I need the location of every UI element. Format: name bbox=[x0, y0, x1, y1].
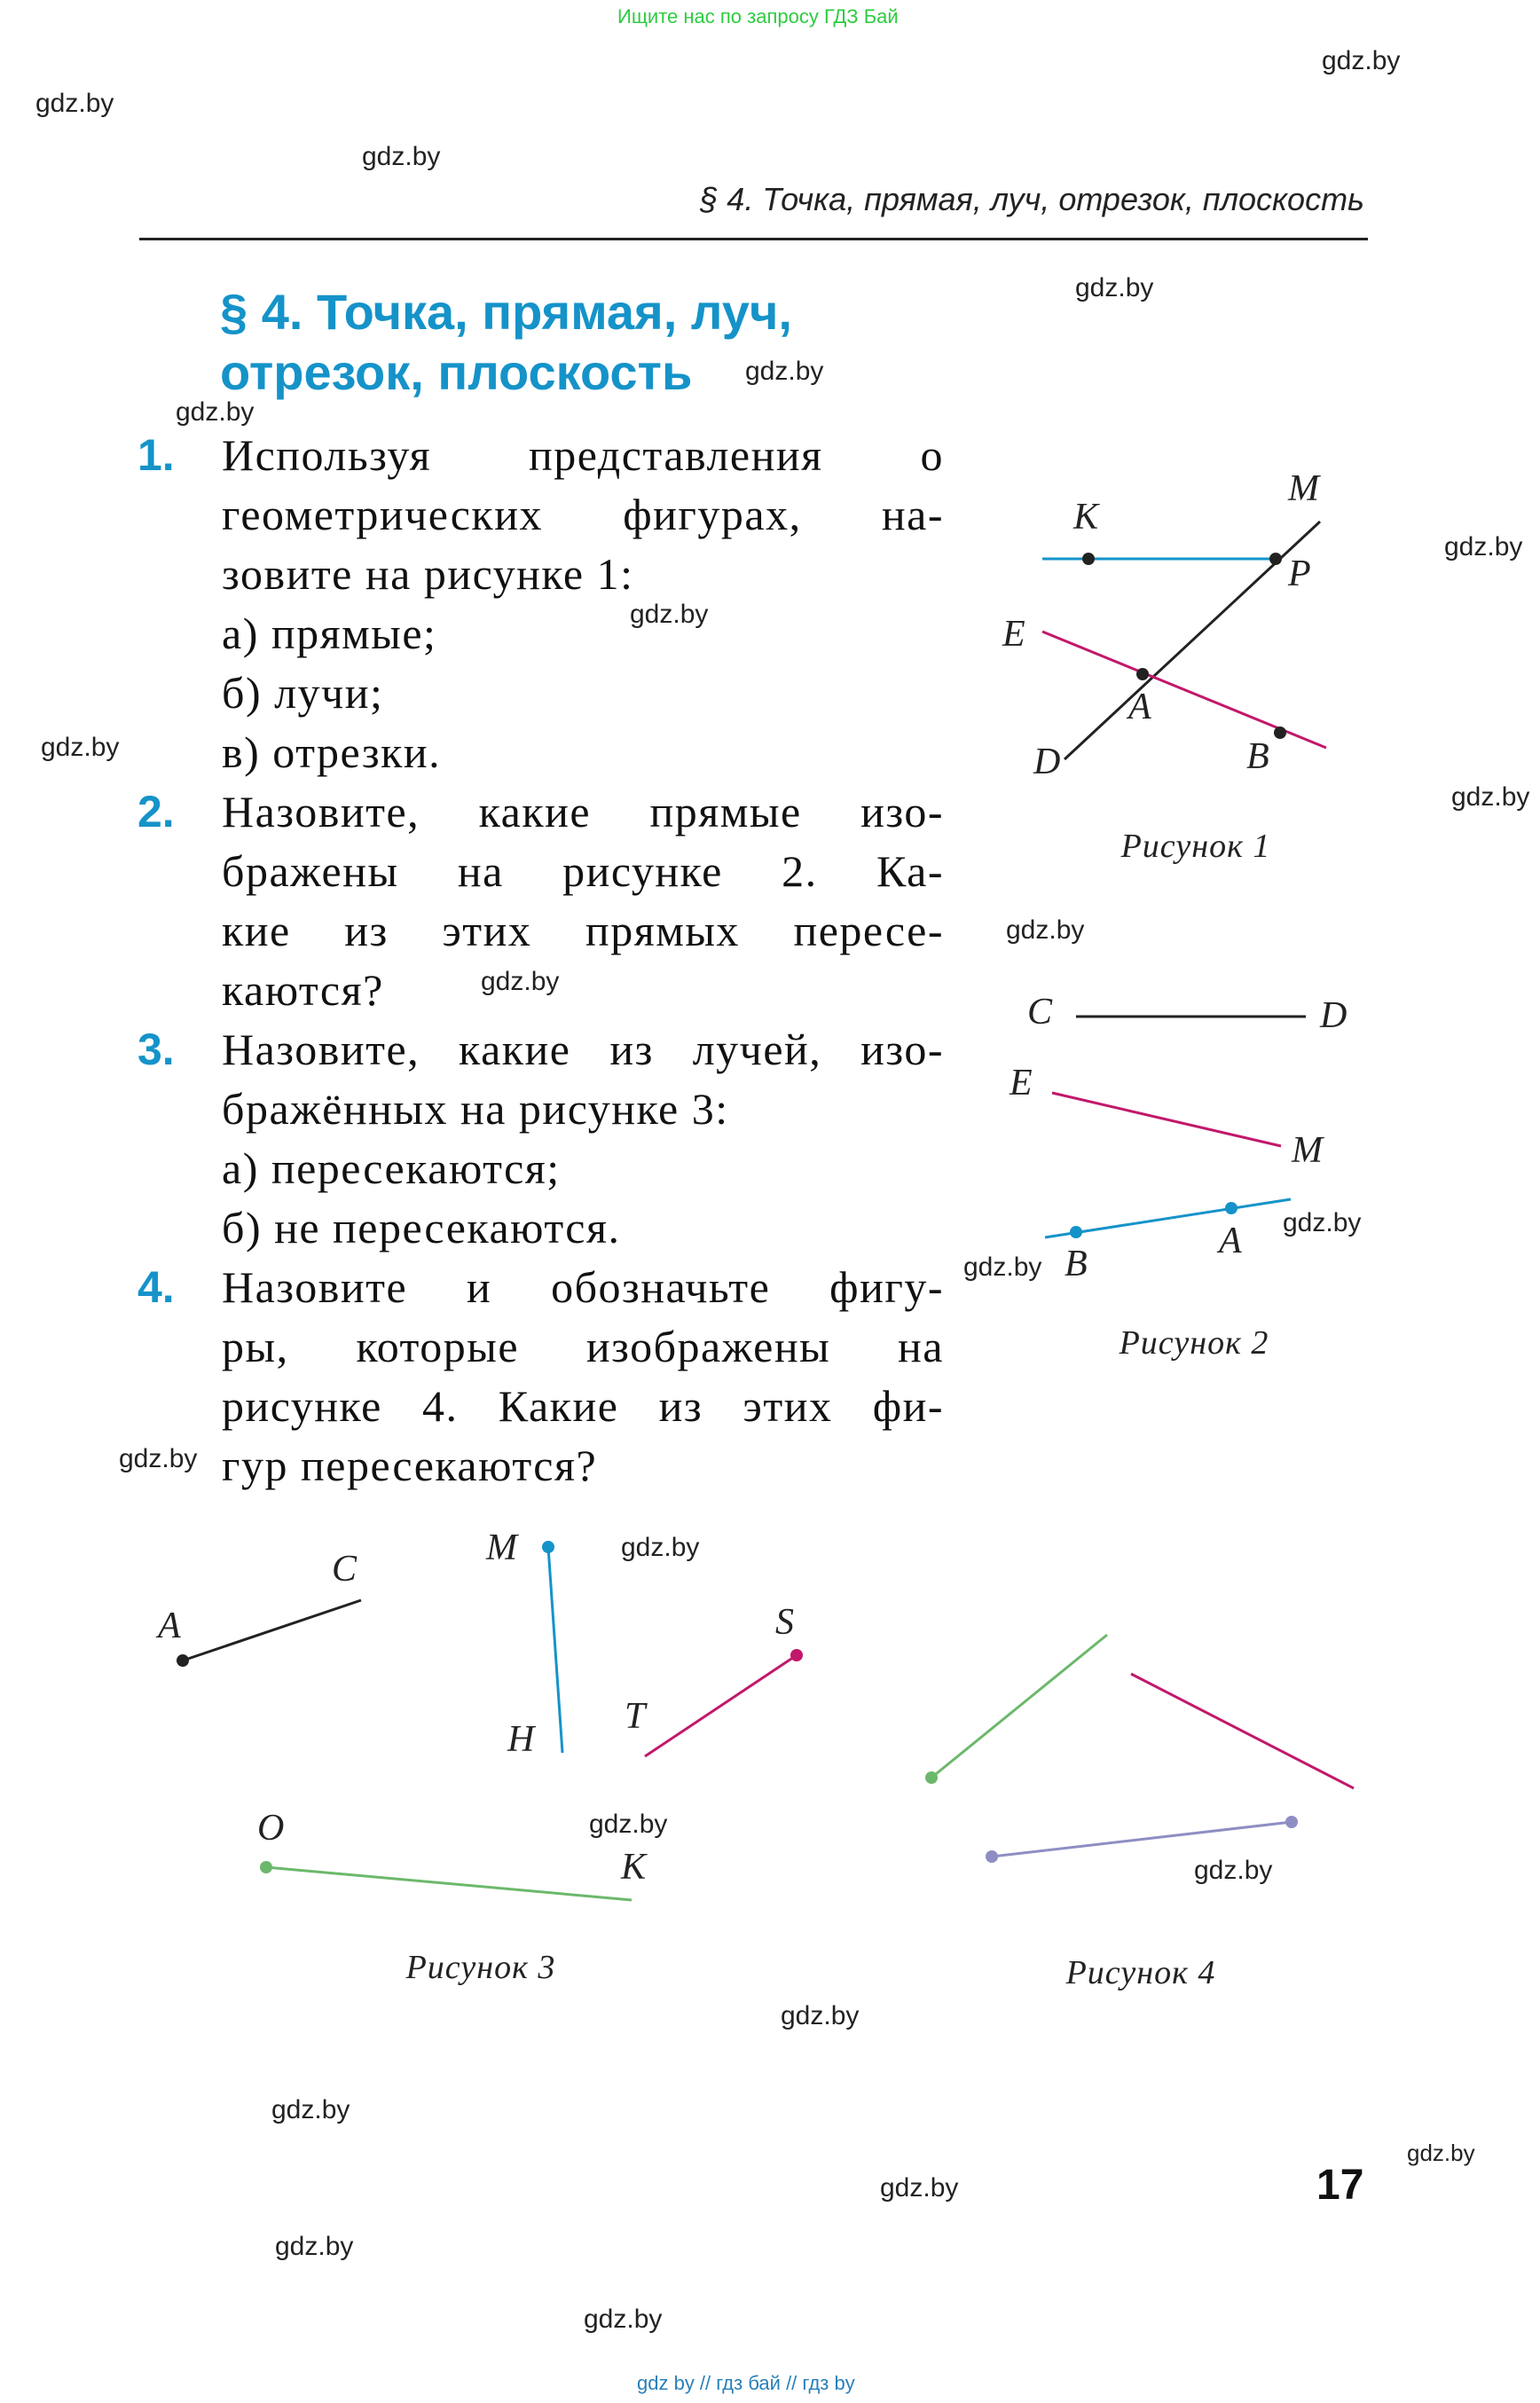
watermark: gdz.by bbox=[1006, 915, 1085, 945]
watermark: gdz.by bbox=[1451, 782, 1530, 812]
point-A bbox=[1136, 668, 1149, 680]
task-line: каются? bbox=[222, 965, 384, 1015]
watermark: gdz.by bbox=[41, 733, 120, 762]
label-B: B bbox=[1065, 1244, 1088, 1284]
label-A: A bbox=[1128, 687, 1151, 727]
label-M: M bbox=[1288, 468, 1319, 509]
watermark: gdz.by bbox=[880, 2173, 959, 2203]
point-B bbox=[1070, 1226, 1082, 1238]
watermark: gdz.by bbox=[1194, 1856, 1273, 1885]
figure-caption: Рисунок 2 bbox=[1119, 1324, 1269, 1362]
task-number: 1. bbox=[138, 430, 175, 480]
top-banner[interactable]: Ищите нас по запросу ГДЗ Бай bbox=[617, 5, 899, 27]
task-line: гур пересекаются? bbox=[222, 1441, 598, 1490]
point-green bbox=[925, 1771, 938, 1784]
watermark: gdz.by bbox=[963, 1253, 1042, 1282]
task-line: Используя представления о bbox=[222, 430, 944, 480]
label-C: C bbox=[332, 1549, 358, 1590]
ray-OK bbox=[266, 1867, 632, 1900]
task-number: 2. bbox=[138, 787, 175, 836]
watermark: gdz.by bbox=[119, 1444, 198, 1473]
label-C: C bbox=[1027, 992, 1053, 1033]
task-line: бражённых на рисунке 3: bbox=[222, 1084, 729, 1134]
line-DM bbox=[1065, 522, 1320, 759]
task-line: а) прямые; bbox=[222, 609, 437, 658]
watermark: gdz.by bbox=[271, 2095, 350, 2124]
task-line: Назовите, какие из лучей, изо- bbox=[222, 1025, 944, 1074]
task-line: ры, которые изображены на bbox=[222, 1322, 944, 1371]
label-D: D bbox=[1320, 995, 1348, 1036]
watermark: gdz.by bbox=[1283, 1208, 1362, 1237]
section-title-line-1: § 4. Точка, прямая, луч, bbox=[220, 284, 792, 340]
watermark: gdz.by bbox=[35, 89, 114, 118]
figure-4 bbox=[925, 1635, 1354, 1991]
section-title-line-2: отрезок, плоскость bbox=[220, 344, 693, 400]
watermark: gdz.by bbox=[745, 357, 824, 386]
task-line: рисунке 4. Какие из этих фи- bbox=[222, 1381, 944, 1431]
task-line: б) не пересекаются. bbox=[222, 1203, 621, 1253]
point-P bbox=[1269, 553, 1282, 565]
label-E: E bbox=[1010, 1063, 1033, 1103]
label-A: A bbox=[1219, 1221, 1242, 1261]
point-O bbox=[260, 1861, 272, 1873]
segment-purple bbox=[992, 1822, 1292, 1857]
point-A bbox=[1225, 1202, 1238, 1214]
task-line: в) отрезки. bbox=[222, 727, 442, 777]
watermark: gdz.by bbox=[1444, 532, 1523, 561]
point-purple-2 bbox=[1285, 1816, 1298, 1828]
label-K: K bbox=[621, 1847, 647, 1888]
task-line: Назовите, какие прямые изо- bbox=[222, 787, 944, 836]
task-number: 3. bbox=[138, 1025, 175, 1074]
watermark: gdz.by bbox=[1075, 273, 1154, 302]
point-B bbox=[1274, 726, 1286, 739]
watermark: gdz.by bbox=[621, 1533, 700, 1562]
point-A bbox=[177, 1654, 189, 1667]
label-B: B bbox=[1246, 736, 1269, 777]
watermark: gdz.by bbox=[1407, 2140, 1475, 2166]
task-line: геометрических фигурах, на- bbox=[222, 490, 944, 539]
label-M: M bbox=[486, 1527, 517, 1568]
line-magenta bbox=[1131, 1674, 1354, 1788]
watermark: gdz.by bbox=[275, 2232, 354, 2261]
running-header: § 4. Точка, прямая, луч, отрезок, плоскость bbox=[700, 181, 1364, 217]
ray-ST bbox=[645, 1655, 797, 1756]
label-A: A bbox=[158, 1606, 181, 1646]
figure-caption: Рисунок 1 bbox=[1120, 828, 1271, 865]
ray-green bbox=[931, 1635, 1107, 1778]
task-line: зовите на рисунке 1: bbox=[222, 549, 634, 599]
label-O: O bbox=[257, 1808, 285, 1849]
ray-AC bbox=[183, 1600, 361, 1661]
label-P: P bbox=[1288, 554, 1311, 594]
segment-EM bbox=[1052, 1093, 1281, 1146]
task-line: б) лучи; bbox=[222, 668, 384, 718]
label-E: E bbox=[1002, 614, 1025, 655]
watermark: gdz.by bbox=[781, 2001, 860, 2030]
figure-caption: Рисунок 4 bbox=[1065, 1954, 1216, 1991]
task-line: а) пересекаются; bbox=[222, 1143, 561, 1193]
watermark: gdz.by bbox=[481, 967, 560, 996]
label-K: K bbox=[1073, 497, 1099, 538]
watermark: gdz.by bbox=[362, 142, 441, 171]
label-H: H bbox=[507, 1719, 535, 1760]
watermark: gdz.by bbox=[589, 1810, 668, 1839]
point-M bbox=[542, 1541, 554, 1553]
page-number: 17 bbox=[1316, 2162, 1364, 2209]
watermark: gdz.by bbox=[630, 600, 709, 629]
task-line: Назовите и обозначьте фигу- bbox=[222, 1262, 944, 1312]
bottom-links[interactable]: gdz by // гдз бай // гдз by bbox=[637, 2372, 855, 2394]
figure-2 bbox=[1009, 992, 1347, 1362]
point-K bbox=[1082, 553, 1095, 565]
label-M: M bbox=[1292, 1130, 1323, 1171]
point-purple-1 bbox=[986, 1850, 998, 1863]
watermark: gdz.by bbox=[176, 397, 255, 427]
task-number: 4. bbox=[138, 1262, 175, 1312]
label-T: T bbox=[625, 1696, 646, 1737]
label-D: D bbox=[1033, 742, 1061, 782]
figure-caption: Рисунок 3 bbox=[405, 1949, 556, 1986]
task-line: бражены на рисунке 2. Ка- bbox=[222, 846, 944, 896]
watermark: gdz.by bbox=[1322, 46, 1401, 75]
ray-MH bbox=[548, 1547, 562, 1753]
watermark: gdz.by bbox=[584, 2305, 663, 2334]
point-S bbox=[790, 1649, 803, 1661]
figure-3 bbox=[155, 1527, 803, 1986]
label-S: S bbox=[775, 1602, 794, 1643]
task-line: кие из этих прямых пересе- bbox=[222, 906, 944, 955]
figure-1 bbox=[1002, 468, 1326, 865]
